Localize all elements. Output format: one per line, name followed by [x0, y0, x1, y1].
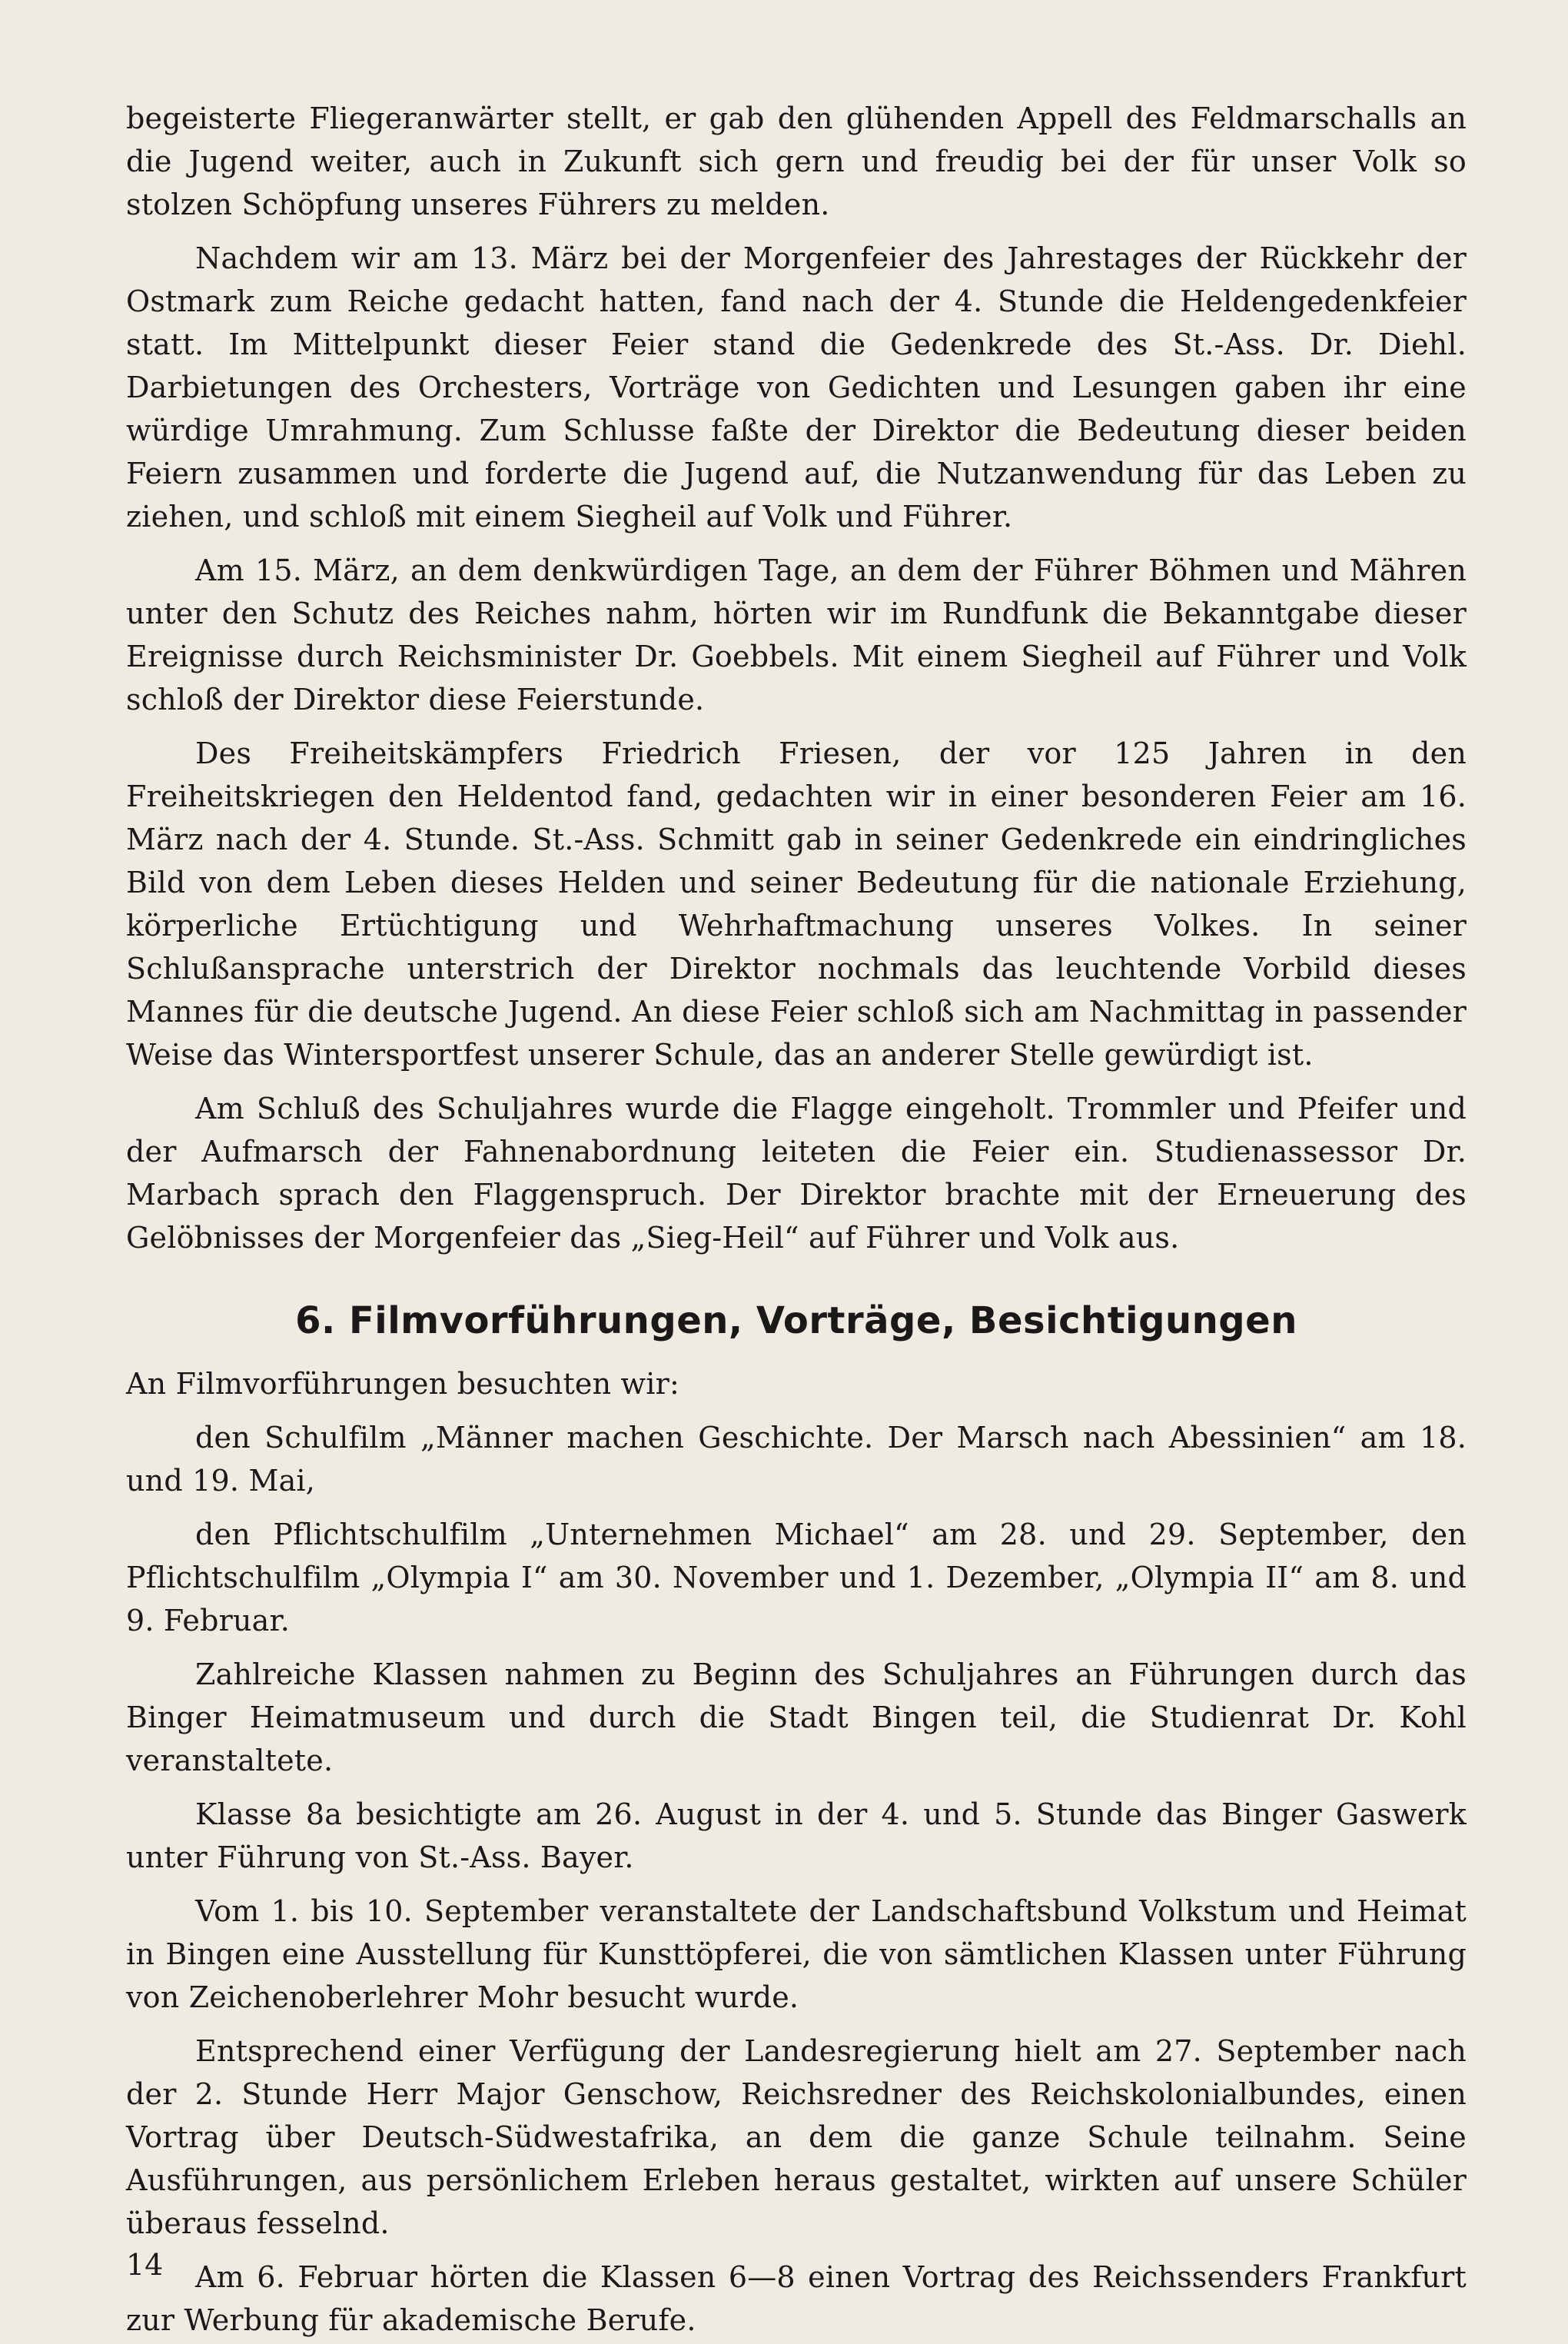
section-heading: 6. Filmvorführungen, Vorträge, Besichtigungen	[295, 1299, 1297, 1342]
section-paragraph-8: Am 6. Februar hörten die Klassen 6—8 einen Vortrag des Reichssenders Frankfurt zur Werbung für akademische Berufe.	[126, 2260, 1467, 2337]
section-paragraph-3: den Pflichtschulfilm „Unternehmen Michael“ am 28. und 29. September, den Pflichtschulfilm „Olympia I“ am 30. November und 1. Dezember, „Olympia II“ am 8. und 9. Februar.	[126, 1518, 1467, 1637]
section-paragraph-5: Klasse 8a besichtigte am 26. August in der 4. und 5. Stunde das Binger Gaswerk unter Führung von St.-Ass. Bayer.	[126, 1797, 1467, 1874]
page-number: 14	[126, 2248, 164, 2282]
paragraph-2: Nachdem wir am 13. März bei der Morgenfeier des Jahrestages der Rückkehr der Ostmark zum Reiche gedacht hatten, fand nach der 4. Stunde die Heldengedenkfeier statt. Im Mittelpunkt dieser Feier stand die Gedenkrede des St.-Ass. Dr. Diehl. Darbietungen des Orchesters, Vorträge von Gedichten und Lesungen gaben ihr eine würdige Umrahmung. Zum Schlusse faßte der Direktor die Bedeutung dieser beiden Feiern zusammen und forderte die Jugend auf, die Nutzanwendung für das Leben zu ziehen, und schloß mit einem Siegheil auf Volk und Führer.	[126, 241, 1467, 534]
section-paragraph-2: den Schulfilm „Männer machen Geschichte. Der Marsch nach Abessinien“ am 18. und 19. Mai,	[126, 1421, 1467, 1498]
section-body-text	[126, 1362, 1467, 2342]
paragraph-3: Am 15. März, an dem denkwürdigen Tage, an dem der Führer Böhmen und Mähren unter den Schutz des Reiches nahm, hörten wir im Rundfunk die Bekanntgabe dieser Ereignisse durch Reichsminister Dr. Goebbels. Mit einem Siegheil auf Führer und Volk schloß der Direktor diese Feierstunde.	[126, 554, 1467, 716]
section-paragraph-1: An Filmvorführungen besuchten wir:	[126, 1367, 680, 1401]
section-paragraph-6: Vom 1. bis 10. September veranstaltete der Landschaftsbund Volkstum und Heimat in Bingen eine Ausstellung für Kunsttöpferei, die von sämtlichen Klassen unter Führung von Zeichenoberlehrer Mohr besucht wurde.	[126, 1894, 1467, 2014]
section-paragraph-7: Entsprechend einer Verfügung der Landesregierung hielt am 27. September nach der 2. Stunde Herr Major Genschow, Reichsredner des Reichskolonialbundes, einen Vortrag über Deutsch-Südwestafrika, an dem die ganze Schule teilnahm. Seine Ausführungen, aus persönlichem Erleben heraus gestaltet, wirkten auf unsere Schüler überaus fesselnd.	[126, 2034, 1467, 2240]
paragraph-4: Des Freiheitskämpfers Friedrich Friesen, der vor 125 Jahren in den Freiheitskriegen den Heldentod fand, gedachten wir in einer besonderen Feier am 16. März nach der 4. Stunde. St.-Ass. Schmitt gab in seiner Gedenkrede ein eindringliches Bild von dem Leben dieses Helden und seiner Bedeutung für die nationale Erziehung, körperliche Ertüchtigung und Wehrhaftmachung unseres Volkes. In seiner Schlußansprache unterstrich der Direktor nochmals das leuchtende Vorbild dieses Mannes für die deutsche Jugend. An diese Feier schloß sich am Nachmittag in passender Weise das Wintersportfest unserer Schule, das an anderer Stelle gewürdigt ist.	[126, 736, 1467, 1072]
section-paragraph-4: Zahlreiche Klassen nahmen zu Beginn des Schuljahres an Führungen durch das Binger Heimatmuseum und durch die Stadt Bingen teil, die Studienrat Dr. Kohl veranstaltete.	[126, 1657, 1467, 1777]
body-text	[126, 97, 1467, 1259]
paragraph-1: begeisterte Fliegeranwärter stellt, er gab den glühenden Appell des Feldmarschalls an die Jugend weiter, auch in Zukunft sich gern und freudig bei der für unser Volk so stolzen Schöpfung unseres Führers zu melden.	[126, 101, 1467, 221]
paragraph-5: Am Schluß des Schuljahres wurde die Flagge eingeholt. Trommler und Pfeifer und der Aufmarsch der Fahnenabordnung leiteten die Feier ein. Studienassessor Dr. Marbach sprach den Flaggenspruch. Der Direktor brachte mit der Erneuerung des Gelöbnisses der Morgenfeier das „Sieg-Heil“ auf Führer und Volk aus.	[126, 1092, 1467, 1255]
